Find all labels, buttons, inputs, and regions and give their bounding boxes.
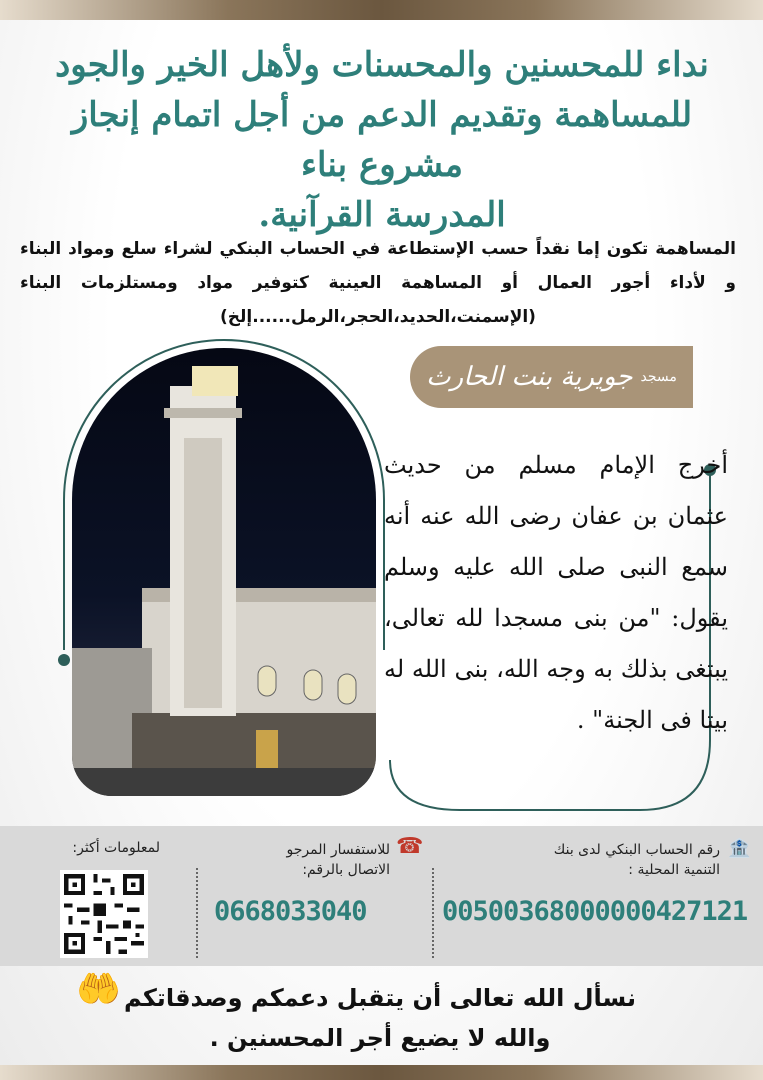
- mosque-illustration: [72, 348, 376, 796]
- qr-code-graphic: [60, 870, 148, 958]
- banner-prefix: مسجد: [640, 369, 677, 385]
- minaret-top: [192, 366, 238, 396]
- title-line-1: نداء للمحسنين والمحسنات ولأهل الخير والجود: [55, 45, 709, 85]
- bank-label: [440, 840, 720, 880]
- mosque-door: [256, 730, 278, 768]
- phone-number[interactable]: 0668033040: [214, 896, 367, 927]
- title-line-2: للمساهمة وتقديم الدعم من أجل اتمام إنجاز مشروع بناء: [71, 95, 693, 185]
- ground: [72, 768, 376, 796]
- window: [258, 666, 276, 696]
- more-info-label: لمعلومات أكثر:: [72, 840, 160, 856]
- closing-line-2: والله لا يضيع أجر المحسنين .: [209, 1024, 551, 1052]
- arch-dot-left: [58, 654, 70, 666]
- banner-name: جويرية بنت الحارث: [426, 362, 633, 392]
- closing-line-1: نسأل الله تعالى أن يتقبل دعمكم وصدقاتكم: [124, 984, 636, 1012]
- intro-paragraph: المساهمة تكون إما نقداً حسب الإستطاعة في الحساب البنكي لشراء سلع ومواد البناء و لأداء أجور العمال أو المساهمة العينية كتوفير مواد ومستلزمات البناء (الإسمنت،الحديد،الحجر،الرمل......إلخ): [20, 239, 736, 327]
- mosque-photo: [72, 348, 376, 796]
- stone-base: [132, 713, 376, 773]
- divider: [196, 868, 198, 958]
- minaret-balcony: [164, 408, 242, 418]
- telephone-icon: ☎: [396, 834, 424, 859]
- minaret-lattice: [184, 438, 222, 708]
- bottom-border: [0, 1065, 763, 1080]
- hadith-text: أخرج الإمام مسلم من حديث عثمان بن عفان رضى الله عنه أنه سمع النبى صلى الله عليه وسلم يقول: "من بنى مسجدا لله تعالى، يبتغى بذلك به وجه الله، بنى الله له بيتا فى الجنة" .: [384, 451, 728, 734]
- window: [338, 674, 356, 704]
- phone-label: [210, 840, 390, 880]
- bank-icon: 🏦: [728, 838, 751, 859]
- phone-label-line-1: للاستفسار المرجو: [286, 842, 390, 858]
- praying-hands-icon: 🤲: [76, 969, 121, 1010]
- account-number: 00500368000000427121: [442, 896, 748, 927]
- bank-label-line-2: التنمية المحلية :: [628, 862, 720, 878]
- mosque-name-banner: [410, 346, 693, 408]
- window: [304, 670, 322, 700]
- closing-text: [80, 978, 680, 1058]
- title-line-3: المدرسة القرآنية.: [258, 195, 506, 235]
- phone-label-line-2: الاتصال بالرقم:: [302, 862, 390, 878]
- qr-code-icon[interactable]: [60, 870, 148, 958]
- divider: [432, 868, 434, 958]
- bank-label-line-1: رقم الحساب البنكي لدى بنك: [553, 842, 720, 858]
